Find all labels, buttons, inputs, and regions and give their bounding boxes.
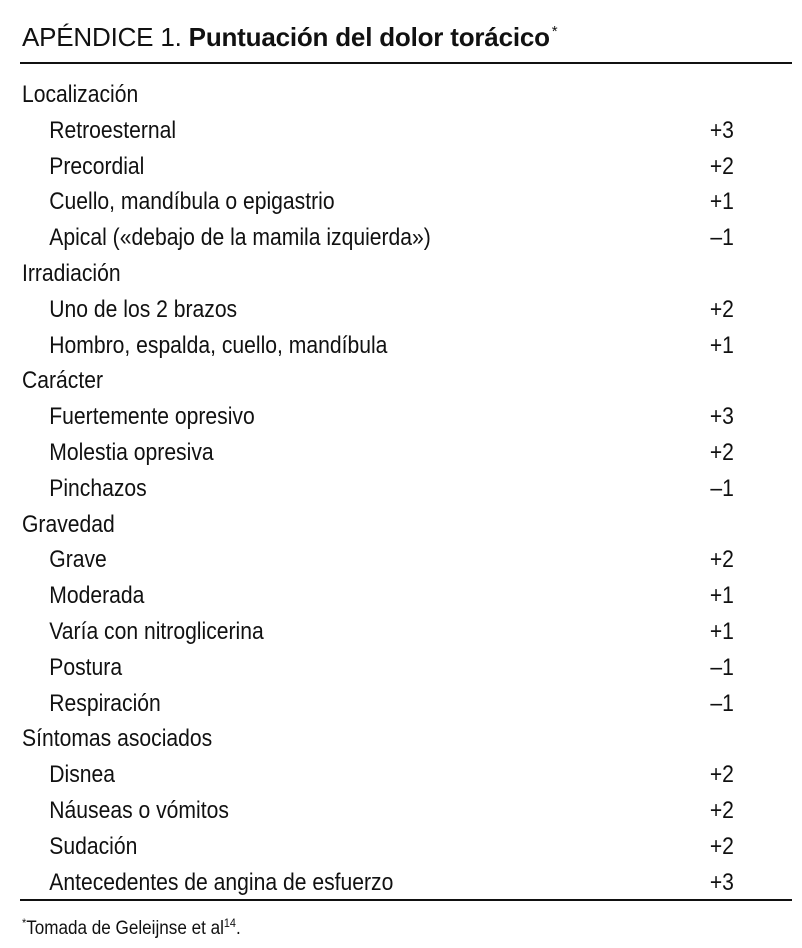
criterion-label: Cuello, mandíbula o epigastrio [49, 188, 335, 216]
criterion-score: –1 [710, 224, 734, 252]
criterion-label: Varía con nitroglicerina [49, 617, 264, 645]
score-table [22, 77, 734, 900]
table-row [22, 328, 734, 364]
criterion-label: Hombro, espalda, cuello, mandíbula [49, 331, 388, 359]
criterion-label: Moderada [49, 582, 145, 610]
criterion-score: –1 [710, 689, 734, 717]
footnote-mark: * [22, 916, 27, 930]
footnote-end: . [235, 918, 241, 939]
criterion-score: +2 [709, 832, 734, 860]
criterion-score: +1 [709, 188, 734, 216]
criterion-label: Grave [49, 546, 107, 574]
footnote [22, 908, 241, 944]
table-row [22, 650, 734, 686]
criterion-score: +2 [709, 761, 734, 789]
section-heading [22, 77, 734, 113]
criterion-score: +2 [709, 152, 734, 180]
table-row [22, 471, 734, 507]
table-row [22, 865, 734, 901]
table-row [22, 435, 734, 471]
criterion-label: Precordial [49, 152, 145, 180]
criterion-label: Antecedentes de angina de esfuerzo [49, 868, 394, 896]
table-title [22, 14, 557, 55]
table-row [22, 113, 734, 149]
criterion-score: –1 [710, 653, 734, 681]
criterion-label: Molestia opresiva [49, 438, 214, 466]
table-row [22, 686, 734, 722]
bottom-rule [20, 899, 792, 901]
top-rule [20, 62, 792, 64]
section-heading [22, 721, 734, 757]
criterion-label: Náuseas o vómitos [49, 796, 229, 824]
title-main: Puntuación del dolor torácico [188, 22, 550, 52]
section-heading [22, 507, 734, 543]
table-row [22, 292, 734, 328]
table-row [22, 149, 734, 185]
section-heading [22, 363, 734, 399]
section-heading-label: Irradiación [22, 259, 121, 287]
table-row [22, 220, 734, 256]
criterion-score: +2 [709, 546, 734, 574]
criterion-score: +1 [709, 582, 734, 610]
section-heading-label: Carácter [22, 367, 103, 395]
criterion-label: Fuertemente opresivo [49, 403, 255, 431]
criterion-label: Sudación [49, 832, 138, 860]
title-prefix: APÉNDICE 1. [22, 22, 182, 52]
section-heading [22, 256, 734, 292]
criterion-score: +2 [709, 438, 734, 466]
criterion-score: +2 [709, 796, 734, 824]
criterion-label: Postura [49, 653, 123, 681]
section-heading-label: Gravedad [22, 510, 115, 538]
footnote-ref: 14 [223, 916, 236, 930]
criterion-score: +2 [709, 295, 734, 323]
criterion-score: +1 [709, 617, 734, 645]
table-row [22, 757, 734, 793]
criterion-label: Apical («debajo de la mamila izquierda») [49, 224, 431, 252]
criterion-score: –1 [710, 474, 734, 502]
table-row [22, 184, 734, 220]
table-row [22, 614, 734, 650]
table-row [22, 578, 734, 614]
criterion-label: Pinchazos [49, 474, 147, 502]
table-row [22, 829, 734, 865]
title-footnote-mark: * [551, 23, 558, 40]
footnote-text: Tomada de Geleijnse et al [26, 918, 224, 939]
criterion-label: Uno de los 2 brazos [49, 295, 238, 323]
criterion-label: Retroesternal [49, 116, 177, 144]
criterion-label: Respiración [49, 689, 161, 717]
criterion-score: +3 [709, 403, 734, 431]
table-row [22, 399, 734, 435]
section-heading-label: Síntomas asociados [22, 725, 213, 753]
table-row [22, 542, 734, 578]
criterion-label: Disnea [49, 761, 116, 789]
criterion-score: +3 [709, 116, 734, 144]
criterion-score: +1 [709, 331, 734, 359]
table-row [22, 793, 734, 829]
criterion-score: +3 [709, 868, 734, 896]
section-heading-label: Localización [22, 81, 139, 108]
